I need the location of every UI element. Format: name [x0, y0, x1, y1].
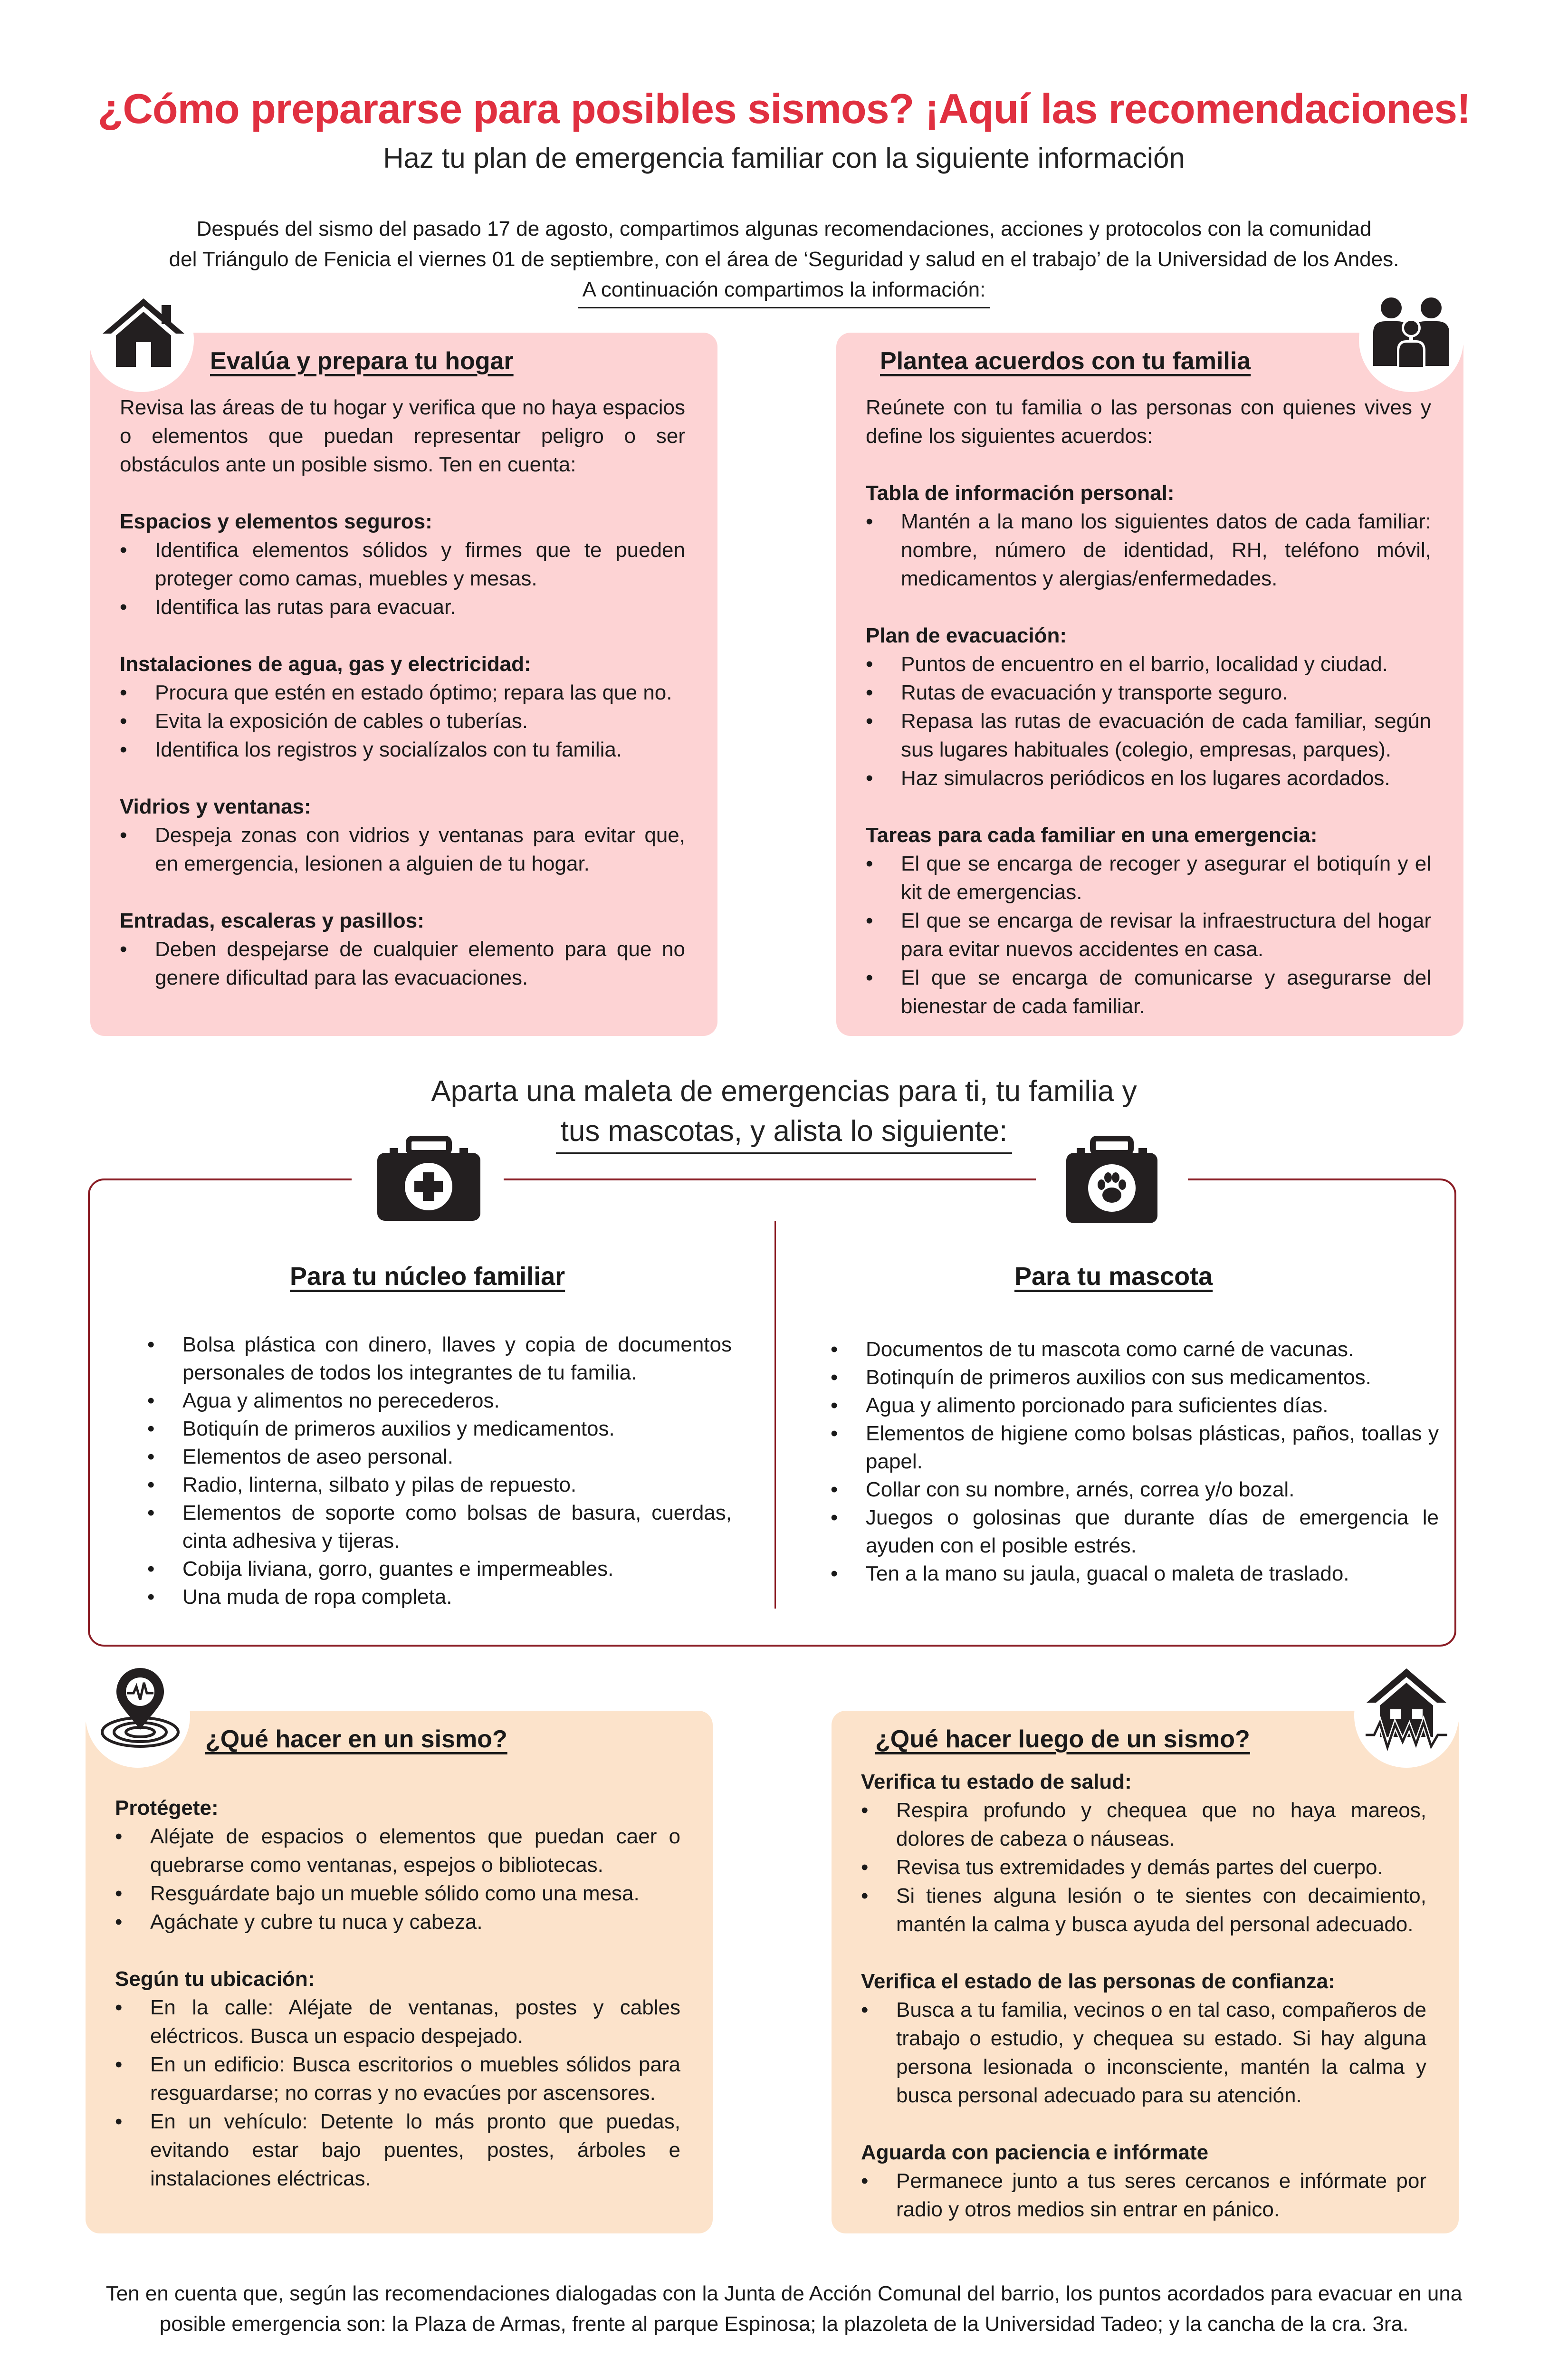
kit-heading-line-1: Aparta una maleta de emergencias para ti, tu familia y: [431, 1075, 1137, 1108]
list-item: • Radio, linterna, silbato y pilas de repuesto.: [147, 1471, 732, 1499]
list-item: • En un vehículo: Detente lo más pronto que puedas, evitando estar bajo puentes, postes, árboles e instalaciones eléctricas.: [115, 2108, 680, 2193]
section-list: [866, 650, 1431, 793]
card-durante-sismo: [86, 1711, 713, 2233]
card-intro: Revisa las áreas de tu hogar y verifica que no haya espacios o elementos que puedan representar peligro o ser obstáculos ante un posible sismo. Ten en cuenta:: [120, 396, 685, 476]
footer-note: Ten en cuenta que, según las recomendaciones dialogadas con la Junta de Acción Comunal del barrio, los puntos acordados para evacuar en una posible emergencia son: la Plaza de Armas, frente al parque Espinosa; la plazoleta de la Universidad Tadeo; y la cancha de la cra. 3ra.: [105, 2282, 1463, 2336]
list-item: • Busca a tu familia, vecinos o en tal caso, compañeros de trabajo o estudio, y chequea su estado. Si hay alguna persona lesionada o inconsciente, mantén la calma y busca personal adecuado para su atención.: [861, 1996, 1426, 2110]
section-list: [115, 1822, 680, 1936]
list-item: • Collar con su nombre, arnés, correa y/o bozal.: [831, 1475, 1439, 1504]
pet-kit-icon: [1064, 1136, 1159, 1226]
kit-list-mascota: [831, 1335, 1439, 1588]
list-item: • Ten a la mano su jaula, guacal o maleta de traslado.: [831, 1560, 1439, 1588]
list-item: • Agua y alimento porcionado para suficientes días.: [831, 1391, 1439, 1419]
list-item: • Juegos o golosinas que durante días de emergencia le ayuden con el posible estrés.: [831, 1504, 1439, 1560]
list-item: • Rutas de evacuación y transporte seguro.: [866, 679, 1431, 707]
list-item: • En la calle: Aléjate de ventanas, postes y cables eléctricos. Busca un espacio despejado.: [115, 1993, 680, 2050]
list-item: • Bolsa plástica con dinero, llaves y copia de documentos personales de todos los integrantes de tu familia.: [147, 1331, 732, 1387]
section-list: [120, 821, 685, 878]
card-despues-sismo: [832, 1711, 1459, 2233]
list-item: • Elementos de aseo personal.: [147, 1443, 732, 1471]
intro-line-1: Después del sismo del pasado 17 de agosto, compartimos algunas recomendaciones, acciones y protocolos con la comunidad: [196, 217, 1372, 240]
seismic-location-icon: [97, 1666, 183, 1751]
list-item: • Mantén a la mano los siguientes datos de cada familiar: nombre, número de identidad, RH, teléfono móvil, medicamentos y alergias/enfermedades.: [866, 508, 1431, 593]
intro-line-3: A continuación compartimos la información:: [578, 275, 991, 308]
family-icon: [1368, 295, 1454, 371]
list-item: • Agáchate y cubre tu nuca y cabeza.: [115, 1908, 680, 1936]
page-subtitle: Haz tu plan de emergencia familiar con la siguiente información: [383, 142, 1185, 174]
card-title: ¿Qué hacer luego de un sismo?: [875, 1725, 1250, 1753]
list-item: • El que se encarga de recoger y asegurar el botiquín y el kit de emergencias.: [866, 850, 1431, 907]
list-item: • Evita la exposición de cables o tuberías.: [120, 707, 685, 736]
section-list: [861, 1996, 1426, 2110]
section-list: [120, 679, 685, 764]
section-heading: Verifica el estado de las personas de confianza:: [861, 1970, 1335, 1993]
list-item: • Identifica las rutas para evacuar.: [120, 593, 685, 622]
section-list: [120, 935, 685, 992]
list-item: • Aléjate de espacios o elementos que puedan caer o quebrarse como ventanas, espejos o bibliotecas.: [115, 1822, 680, 1879]
list-item: • Botinquín de primeros auxilios con sus medicamentos.: [831, 1363, 1439, 1391]
list-item: • Botiquín de primeros auxilios y medicamentos.: [147, 1415, 732, 1443]
list-item: • Agua y alimentos no perecederos.: [147, 1387, 732, 1415]
card-title: Plantea acuerdos con tu familia: [880, 347, 1251, 375]
section-heading: Vidrios y ventanas:: [120, 795, 311, 818]
list-item: • Identifica elementos sólidos y firmes que te pueden proteger como camas, muebles y mesas.: [120, 536, 685, 593]
section-list: [120, 536, 685, 622]
list-item: • En un edificio: Busca escritorios o muebles sólidos para resguardarse; no corras y no evacúes por ascensores.: [115, 2050, 680, 2108]
kit-title-mascota: Para tu mascota: [1014, 1262, 1213, 1291]
section-heading: Según tu ubicación:: [115, 1967, 315, 1991]
kit-divider: [774, 1221, 776, 1609]
page-title: ¿Cómo prepararse para posibles sismos? ¡Aquí las recomendaciones!: [97, 85, 1471, 132]
section-heading: Entradas, escaleras y pasillos:: [120, 909, 424, 932]
section-heading: Plan de evacuación:: [866, 624, 1067, 647]
list-item: • Despeja zonas con vidrios y ventanas para evitar que, en emergencia, lesionen a alguien de tu hogar.: [120, 821, 685, 878]
section-heading: Aguarda con paciencia e infórmate: [861, 2141, 1209, 2164]
list-item: • Identifica los registros y socialízalos con tu familia.: [120, 736, 685, 764]
list-item: • Repasa las rutas de evacuación de cada familiar, según sus lugares habituales (colegio, empresas, parques).: [866, 707, 1431, 764]
intro-line-2: del Triángulo de Fenicia el viernes 01 de septiembre, con el área de ‘Seguridad y salud en el trabajo’ de la Universidad de los Andes.: [169, 248, 1399, 271]
card-body: [120, 393, 685, 992]
earthquake-house-icon: [1364, 1666, 1449, 1751]
list-item: • Deben despejarse de cualquier elemento para que no genere dificultad para las evacuaciones.: [120, 935, 685, 992]
section-heading: Instalaciones de agua, gas y electricidad:: [120, 652, 531, 676]
card-evalua-hogar: [90, 333, 717, 1036]
card-body: [866, 393, 1431, 1021]
list-item: • Documentos de tu mascota como carné de vacunas.: [831, 1335, 1439, 1363]
list-item: • Puntos de encuentro en el barrio, localidad y ciudad.: [866, 650, 1431, 679]
section-heading: Espacios y elementos seguros:: [120, 510, 432, 533]
section-list: [861, 2167, 1426, 2224]
list-item: • Resguárdate bajo un mueble sólido como una mesa.: [115, 1879, 680, 1908]
section-list: [115, 1993, 680, 2193]
section-list: [866, 850, 1431, 1021]
list-item: • Respira profundo y chequea que no haya mareos, dolores de cabeza o náuseas.: [861, 1796, 1426, 1853]
list-item: • Elementos de soporte como bolsas de basura, cuerdas, cinta adhesiva y tijeras.: [147, 1499, 732, 1555]
card-acuerdos-familia: [836, 333, 1463, 1036]
section-list: [861, 1796, 1426, 1939]
section-list: [866, 508, 1431, 593]
list-item: • El que se encarga de comunicarse y asegurarse del bienestar de cada familiar.: [866, 964, 1431, 1021]
list-item: • Una muda de ropa completa.: [147, 1583, 732, 1611]
section-heading: Verifica tu estado de salud:: [861, 1770, 1132, 1793]
list-item: • El que se encarga de revisar la infraestructura del hogar para evitar nuevos accidentes en casa.: [866, 907, 1431, 964]
card-title: Evalúa y prepara tu hogar: [210, 347, 514, 375]
list-item: • Revisa tus extremidades y demás partes del cuerpo.: [861, 1853, 1426, 1882]
kit-list-nucleo: [147, 1331, 732, 1611]
card-body: [861, 1768, 1426, 2224]
house-icon: [101, 295, 186, 371]
intro-paragraph: [95, 214, 1473, 308]
section-heading: Protégete:: [115, 1796, 219, 1820]
card-intro: Reúnete con tu familia o las personas con quienes vives y define los siguientes acuerdos:: [866, 396, 1431, 448]
kit-heading-line-2: tus mascotas, y alista lo siguiente:: [556, 1111, 1013, 1154]
card-body: [115, 1794, 680, 2193]
list-item: • Procura que estén en estado óptimo; repara las que no.: [120, 679, 685, 707]
card-title: ¿Qué hacer en un sismo?: [205, 1725, 507, 1753]
list-item: • Elementos de higiene como bolsas plásticas, paños, toallas y papel.: [831, 1419, 1439, 1475]
list-item: • Haz simulacros periódicos en los lugares acordados.: [866, 764, 1431, 793]
kit-title-nucleo: Para tu núcleo familiar: [290, 1262, 565, 1291]
list-item: • Si tienes alguna lesión o te sientes con decaimiento, mantén la calma y busca ayuda del personal adecuado.: [861, 1882, 1426, 1939]
list-item: • Cobija liviana, gorro, guantes e impermeables.: [147, 1555, 732, 1583]
section-heading: Tabla de información personal:: [866, 481, 1175, 505]
list-item: • Permanece junto a tus seres cercanos e infórmate por radio y otros medios sin entrar en pánico.: [861, 2167, 1426, 2224]
kit-heading: [0, 1072, 1568, 1154]
section-heading: Tareas para cada familiar en una emergencia:: [866, 824, 1318, 847]
first-aid-kit-icon: [375, 1136, 482, 1224]
